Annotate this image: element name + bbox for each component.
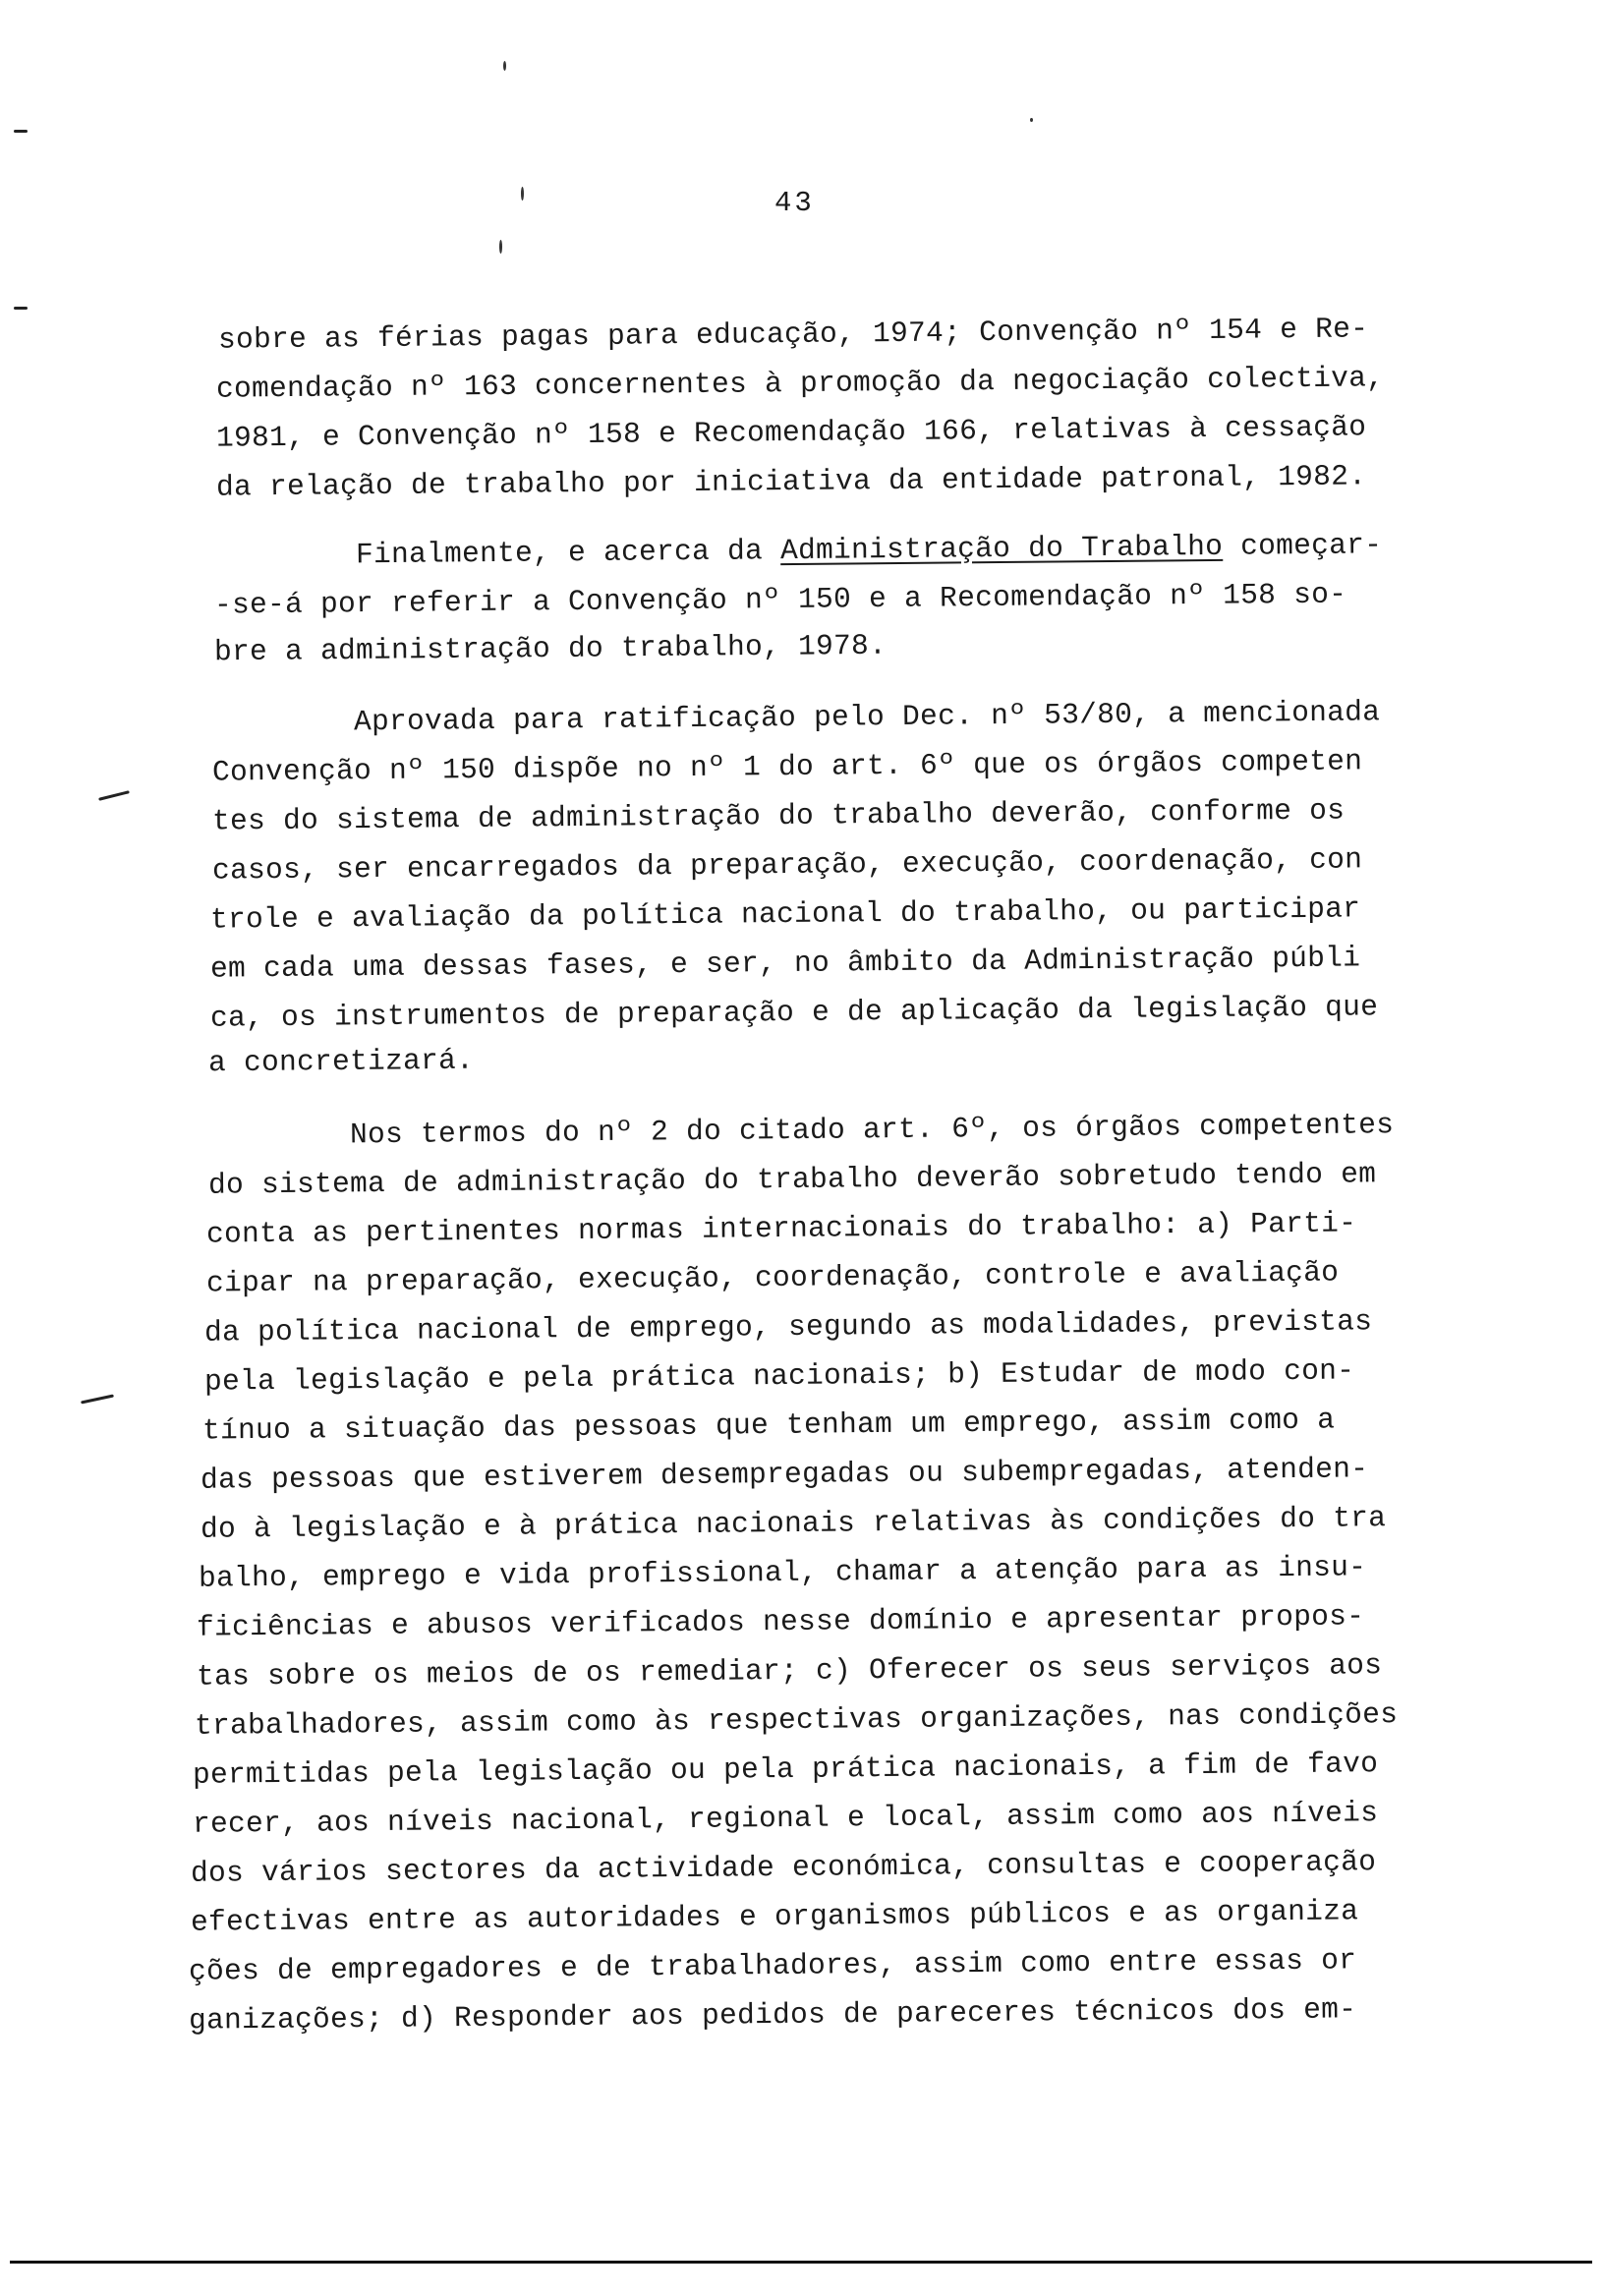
- scan-speck: [521, 187, 524, 201]
- underlined-heading: Administração do Trabalho: [779, 529, 1224, 568]
- text-line: bre a administração do trabalho, 1978.: [213, 628, 888, 669]
- scan-speck: [503, 61, 506, 71]
- text-line: ca, os instrumentos de preparação e de aplicação da legislação que: [209, 990, 1379, 1035]
- text-line: da política nacional de emprego, segundo as modalidades, previstas: [203, 1304, 1373, 1349]
- text-line: em cada uma dessas fases, e ser, no âmbito da Administração públi: [209, 941, 1361, 986]
- hole-punch-mark: [81, 1394, 114, 1404]
- text-line: a concretizará.: [207, 1043, 475, 1080]
- text-line: pela legislação e pela prática nacionais; b) Estudar de modo con-: [203, 1353, 1355, 1399]
- text-line: ganizações; d) Responder aos pedidos de pareceres técnicos dos em-: [188, 1992, 1357, 2038]
- text-line: do sistema de administração do trabalho deverão sobretudo tendo em: [207, 1157, 1377, 1202]
- margin-mark: [14, 130, 28, 133]
- text-line: casos, ser encarregados da preparação, execução, coordenação, con: [211, 842, 1363, 888]
- text-line: efectivas entre as autoridades e organismos públicos e as organiza: [190, 1894, 1359, 1939]
- text-line: balho, emprego e vida profissional, chamar a atenção para as insu-: [198, 1550, 1367, 1595]
- page-number: 43: [774, 187, 815, 219]
- text-line: comendação nº 163 concernentes à promoção da negociação colectiva,: [215, 361, 1385, 406]
- text-line: do à legislação e à prática nacionais relativas às condições do tra: [200, 1501, 1387, 1546]
- text-line: ções de empregadores e de trabalhadores, assim como entre essas or: [188, 1943, 1357, 1988]
- text-line: Aprovada para ratificação pelo Dec. nº 53/80, a mencionada: [211, 695, 1381, 740]
- text-line: tes do sistema de administração do trabalho deverão, conforme os: [211, 793, 1346, 838]
- text-run: Finalmente, e acerca da: [213, 534, 781, 573]
- footer-rule: [10, 2261, 1592, 2264]
- margin-mark: [14, 307, 28, 310]
- text-line: cipar na preparação, execução, coordenação, controle e avaliação: [205, 1255, 1340, 1300]
- text-line: trole e avaliação da política nacional do trabalho, ou participar: [209, 891, 1361, 937]
- text-line: Convenção nº 150 dispõe no nº 1 do art. 6º que os órgãos competen: [211, 744, 1363, 789]
- text-line: tínuo a situação das pessoas que tenham um emprego, assim como a: [201, 1403, 1336, 1448]
- scan-speck: [499, 240, 502, 254]
- text-line: recer, aos níveis nacional, regional e local, assim como aos níveis: [192, 1796, 1379, 1841]
- text-line: -se-á por referir a Convenção nº 150 e a Recomendação nº 158 so-: [213, 577, 1347, 622]
- hole-punch-mark: [98, 790, 130, 801]
- text-line: trabalhadores, assim como às respectivas organizações, nas condições: [194, 1697, 1399, 1743]
- text-line: conta as pertinentes normas internacionais do trabalho: a) Parti-: [205, 1206, 1357, 1251]
- text-line: da relação de trabalho por iniciativa da entidade patronal, 1982.: [215, 459, 1367, 504]
- text-line: [214, 527, 1382, 573]
- text-run: começar-: [1222, 528, 1383, 563]
- scan-speck: [1030, 118, 1033, 122]
- text-line: das pessoas que estiverem desempregadas ou subempregadas, atenden-: [200, 1452, 1369, 1497]
- text-line: Nos termos do nº 2 do citado art. 6º, os órgãos competentes: [207, 1108, 1395, 1153]
- text-line: dos vários sectores da actividade económica, consultas e cooperação: [190, 1845, 1377, 1890]
- text-line: 1981, e Convenção nº 158 e Recomendação 166, relativas à cessação: [215, 410, 1367, 455]
- text-line: tas sobre os meios de os remediar; c) Oferecer os seus serviços aos: [196, 1648, 1383, 1693]
- text-line: permitidas pela legislação ou pela prática nacionais, a fim de favo: [192, 1747, 1379, 1792]
- text-line: sobre as férias pagas para educação, 1974; Convenção nº 154 e Re-: [217, 312, 1369, 357]
- text-line: ficiências e abusos verificados nesse domínio e apresentar propos-: [196, 1599, 1365, 1644]
